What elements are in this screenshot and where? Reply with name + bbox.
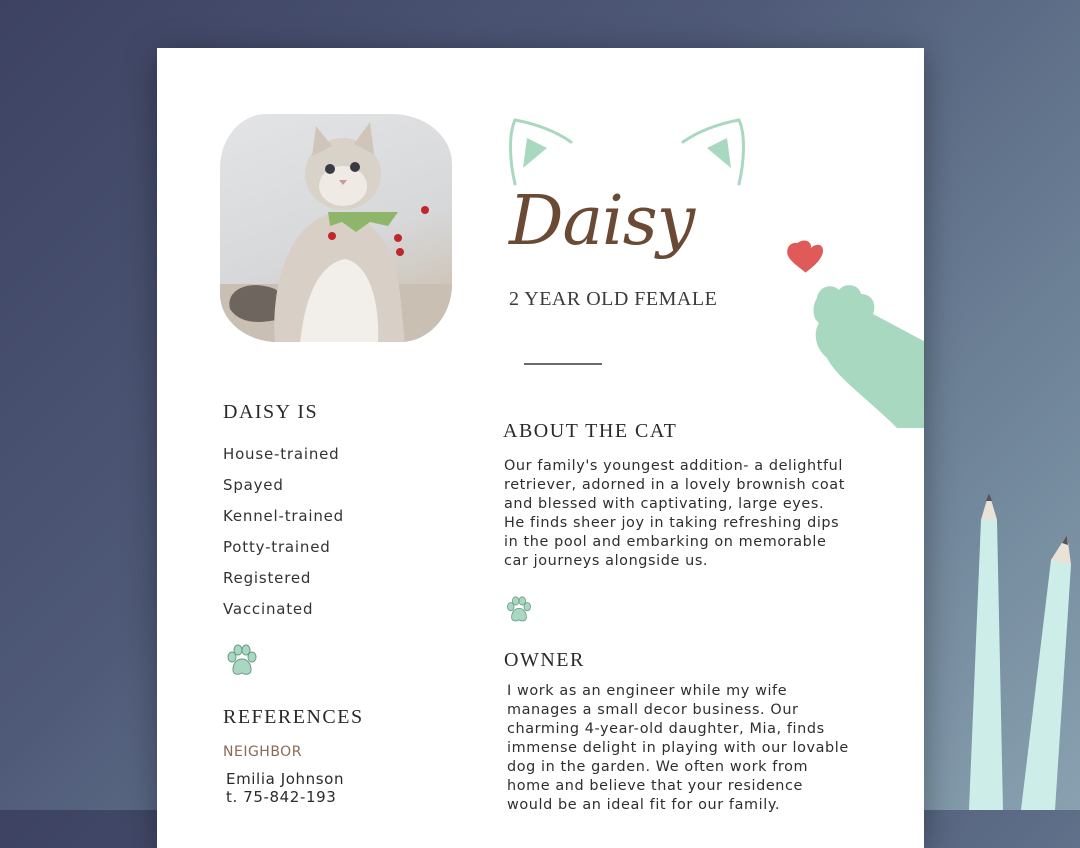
about-line: retriever, adorned in a lovely brownish coat [504,477,845,493]
reference-name: Emilia Johnson [226,770,345,788]
owner-line: immense delight in playing with our lovable [507,740,849,756]
cat-paw-illustration [787,238,924,428]
cat-name: Daisy [509,182,695,261]
owner-line: home and believe that your residence [507,778,803,794]
cat-ears-icon [507,118,747,188]
reference-label: NEIGHBOR [223,744,302,760]
owner-line: dog in the garden. We often work from [507,759,809,775]
cat-photo-illustration [220,114,452,342]
about-title: ABOUT THE CAT [503,420,678,442]
trait-item: Registered [223,569,312,587]
trait-item: Vaccinated [223,600,314,618]
traits-title: DAISY IS [223,401,319,423]
heart-icon [787,240,823,272]
owner-line: manages a small decor business. Our [507,702,799,718]
about-line: and blessed with captivating, large eyes. [504,496,825,512]
traits-list [223,445,344,631]
about-line: Our family's youngest addition- a delightful [504,458,843,474]
owner-title: OWNER [504,649,585,671]
cat-photo [220,114,452,342]
trait-item: Kennel-trained [223,507,345,525]
cat-resume-sheet [157,48,924,848]
owner-line: I work as an engineer while my wife [507,683,788,699]
trait-item: House-trained [223,445,340,463]
pencils-decoration [955,465,1080,810]
paw-icon [505,596,533,624]
owner-line: would be an ideal fit for our family. [507,797,781,813]
about-line: in the pool and embarking on memorable [504,534,827,550]
cat-subtitle: 2 YEAR OLD FEMALE [509,288,718,310]
references-title: REFERENCES [223,706,364,728]
about-line: He finds sheer joy in taking refreshing dips [504,515,840,531]
paw-icon [225,644,259,678]
owner-paragraph [507,682,867,815]
about-line: car journeys alongside us. [504,553,709,569]
trait-item: Potty-trained [223,538,331,556]
owner-line: charming 4-year-old daughter, Mia, finds [507,721,825,737]
about-paragraph [504,457,864,571]
divider-line [524,363,602,365]
trait-item: Spayed [223,476,284,494]
reference-phone: t. 75-842-193 [226,788,337,806]
